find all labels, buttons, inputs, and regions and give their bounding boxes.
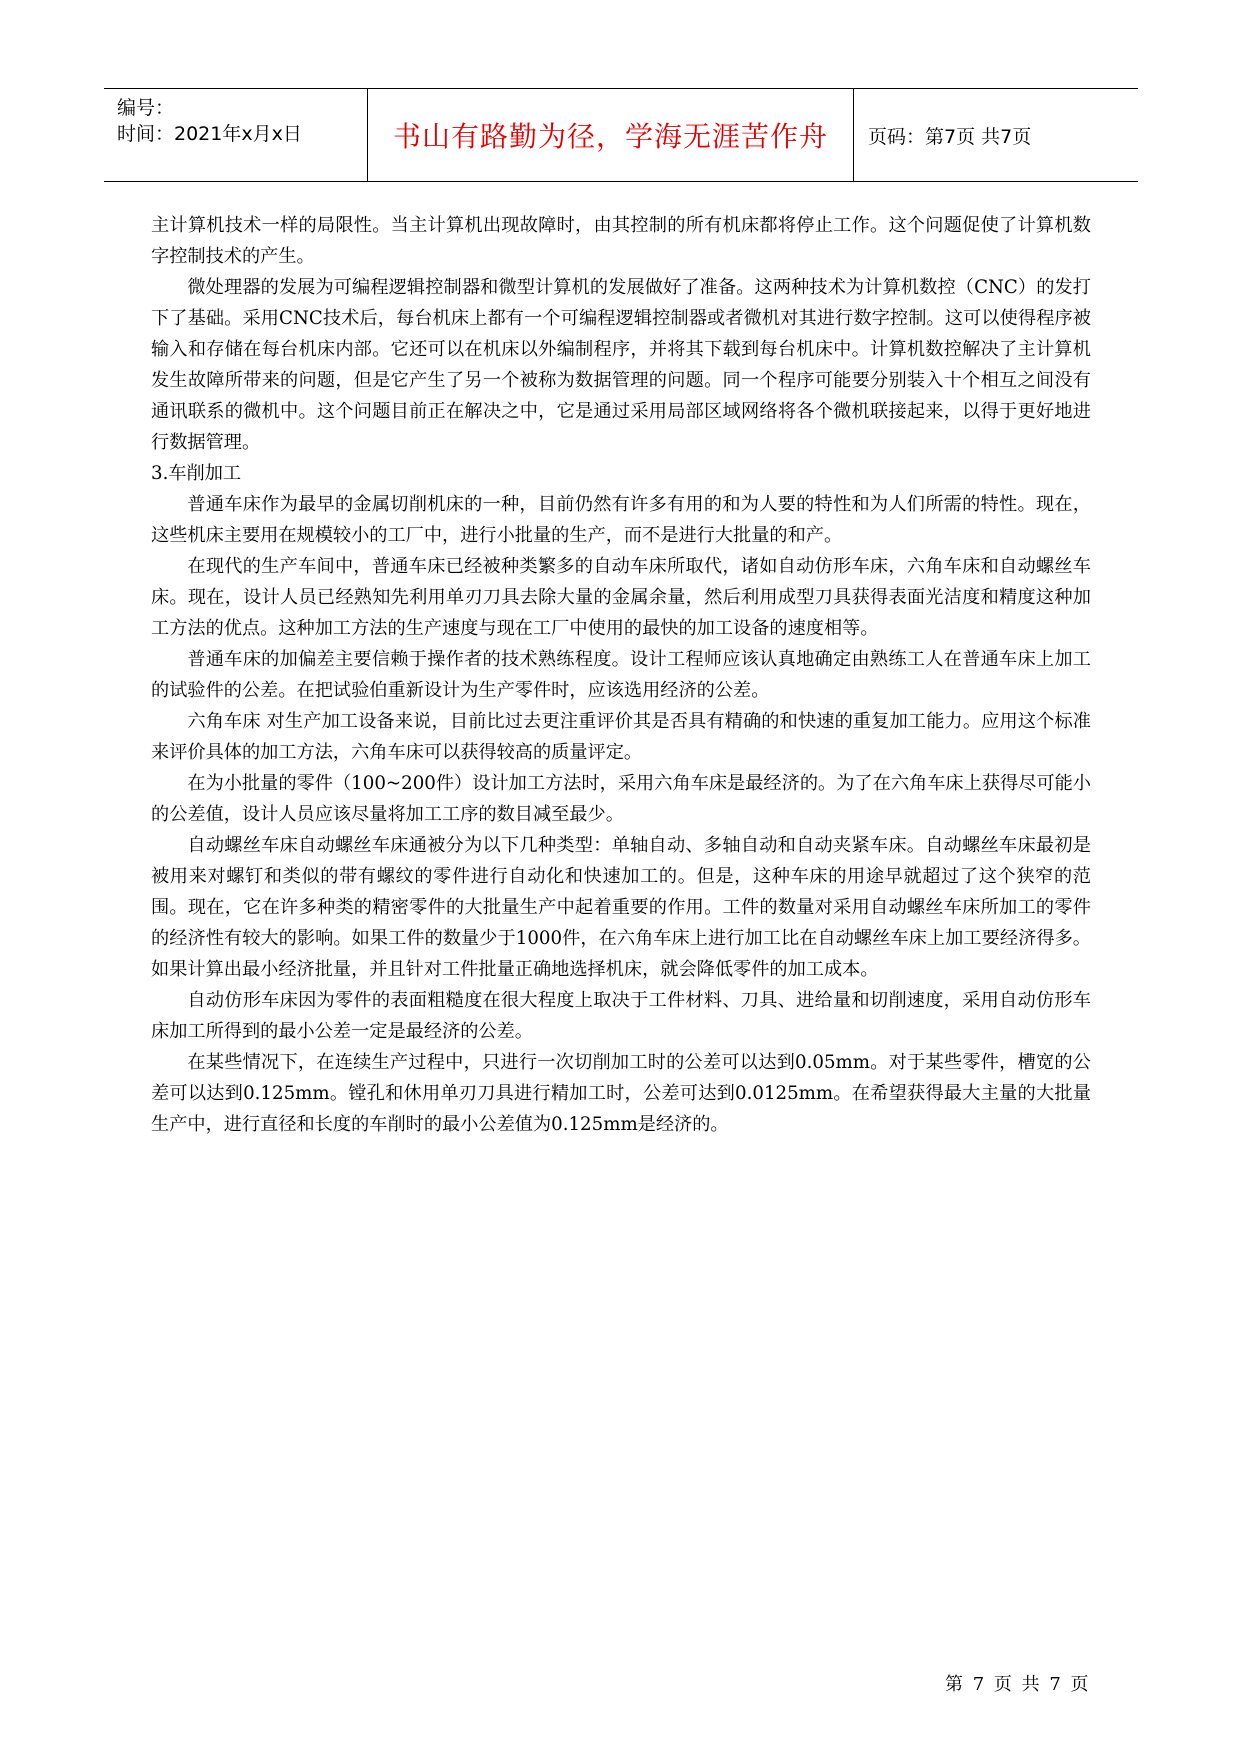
page-header [104, 88, 1138, 182]
paragraph: 普通车床的加偏差主要信赖于操作者的技术熟练程度。设计工程师应该认真地确定由熟练工人在普通车床上加工的试验件的公差。在把试验伯重新设计为生产零件时，应该选用经济的公差。 [151, 649, 1091, 701]
page-code: 页码：第7页 共7页 [868, 125, 1032, 148]
header-left-cell [104, 89, 367, 181]
section-heading: 3.车削加工 [151, 463, 242, 484]
number-label: 编号： [117, 97, 175, 119]
paragraph: 在为小批量的零件（100~200件）设计加工方法时，采用六角车床是最经济的。为了在六角车床上获得尽可能小的公差值，设计人员应该尽量将加工工序的数目减至最少。 [151, 773, 1091, 825]
paragraph: 在某些情况下，在连续生产过程中，只进行一次切削加工时的公差可以达到0.05mm。对于某些零件，槽宽的公差可以达到0.125mm。镗孔和休用单刃刀具进行精加工时，公差可达到0.0125mm。在希望获得最大主量的大批量生产中，进行直径和长度的车削时的最小公差值为0.125mm是经济的。 [151, 1052, 1091, 1135]
paragraph: 自动螺丝车床自动螺丝车床通被分为以下几种类型：单轴自动、多轴自动和自动夹紧车床。自动螺丝车床最初是被用来对螺钉和类似的带有螺纹的零件进行自动化和快速加工的。但是，这种车床的用途早就超过了这个狭窄的范围。现在，它在许多种类的精密零件的大批量生产中起着重要的作用。工件的数量对采用自动螺丝车床所加工的零件的经济性有较大的影响。如果工件的数量少于1000件，在六角车床上进行加工比在自动螺丝车床上加工要经济得多。如果计算出最小经济批量，并且针对工件批量正确地选择机床，就会降低零件的加工成本。 [151, 835, 1091, 980]
paragraph: 主计算机技术一样的局限性。当主计算机出现故障时，由其控制的所有机床都将停止工作。这个问题促使了计算机数字控制技术的产生。 [151, 215, 1091, 267]
motto-text: 书山有路勤为径，学海无涯苦作舟 [392, 120, 828, 153]
header-motto-cell [367, 89, 854, 181]
paragraph: 六角车床 对生产加工设备来说，目前比过去更注重评价其是否具有精确的和快速的重复加工能力。应用这个标准来评价具体的加工方法，六角车床可以获得较高的质量评定。 [151, 711, 1091, 763]
header-page-cell [854, 89, 1138, 181]
document-body [151, 210, 1091, 1140]
page-footer: 第 7 页 共 7 页 [945, 1674, 1089, 1695]
paragraph: 在现代的生产车间中，普通车床已经被种类繁多的自动车床所取代，诸如自动仿形车床，六角车床和自动螺丝车床。现在，设计人员已经熟知先利用单刃刀具去除大量的金属余量，然后利用成型刀具获得表面光洁度和精度这种加工方法的优点。这种加工方法的生产速度与现在工厂中使用的最快的加工设备的速度相等。 [151, 556, 1091, 639]
paragraph: 普通车床作为最早的金属切削机床的一种，目前仍然有许多有用的和为人要的特性和为人们所需的特性。现在，这些机床主要用在规模较小的工厂中，进行小批量的生产，而不是进行大批量的和产。 [151, 494, 1091, 546]
paragraph: 微处理器的发展为可编程逻辑控制器和微型计算机的发展做好了准备。这两种技术为计算机数控（CNC）的发打下了基础。采用CNC技术后，每台机床上都有一个可编程逻辑控制器或者微机对其进行数字控制。这可以使得程序被输入和存储在每台机床内部。它还可以在机床以外编制程序，并将其下载到每台机床中。计算机数控解决了主计算机发生故障所带来的问题，但是它产生了另一个被称为数据管理的问题。同一个程序可能要分别装入十个相互之间没有通讯联系的微机中。这个问题目前正在解决之中，它是通过采用局部区域网络将各个微机联接起来，以得于更好地进行数据管理。 [151, 277, 1091, 453]
time-label: 时间：2021年x月x日 [117, 123, 302, 145]
paragraph: 自动仿形车床因为零件的表面粗糙度在很大程度上取决于工件材料、刀具、进给量和切削速度，采用自动仿形车床加工所得到的最小公差一定是最经济的公差。 [151, 990, 1091, 1042]
